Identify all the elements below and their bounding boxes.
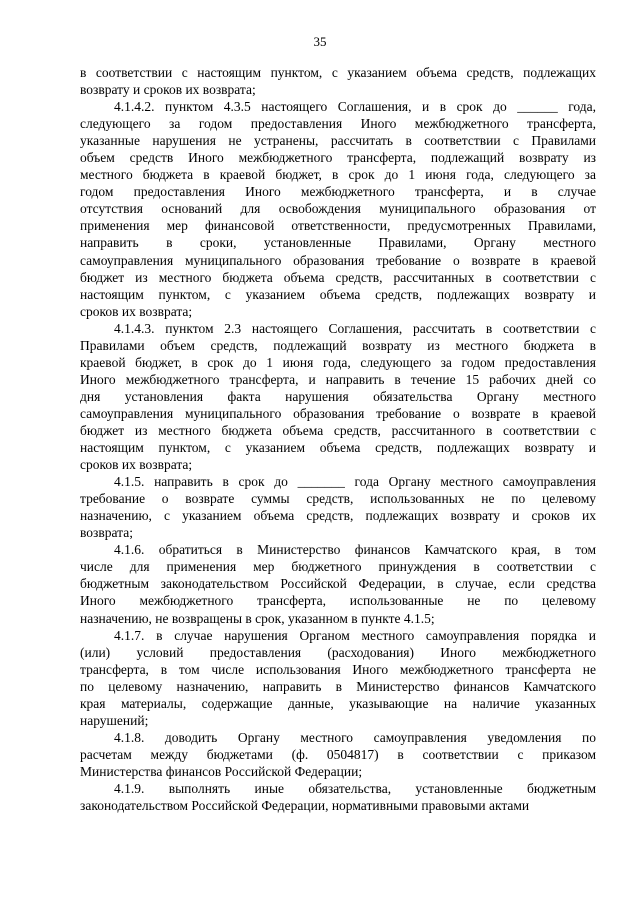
text-line: направить в сроки, установленные Правилами, Органу местного [80,235,596,251]
text-line: сроков их возврата; [80,457,193,473]
paragraph [80,64,596,98]
paragraph [80,729,596,780]
paragraph [80,98,596,320]
text-line: местного бюджета в краевой бюджет, в срок до 1 июня года, следующего за [80,167,596,183]
text-line: годом предоставления Иного межбюджетного трансферта, и в случае [80,184,596,200]
text-line: дня установления факта нарушения обязательства Органу местного [80,388,596,404]
text-line: 4.1.5. направить в срок до _______ года Органу местного самоуправления [114,474,596,490]
paragraph [80,320,596,473]
text-line: 4.1.7. в случае нарушения Органом местного самоуправления порядка и [114,627,596,643]
text-line: требование о возврате суммы средств, использованных не по целевому [80,491,596,507]
text-line: Иного межбюджетного трансферта, использованные не по целевому [80,593,596,609]
text-line: нарушений; [80,712,149,728]
text-line: бюджетным законодательством Российской Федерации, в случае, если средства [80,576,596,592]
document-body [80,64,596,814]
text-line: назначению, с указанием объема средств, подлежащих возврату и сроков их [80,508,596,524]
text-line: расчетам между бюджетами (ф. 0504817) в соответствии с приказом [80,746,596,762]
text-line: бюджет из местного бюджета объема средств, рассчитанного в соответствии с [80,422,596,438]
paragraph [80,473,596,541]
text-line: 4.1.4.2. пунктом 4.3.5 настоящего Соглашения, и в срок до ______ года, [114,99,596,115]
text-line: края материалы, содержащие данные, указывающие на наличие указанных [80,695,596,711]
text-line: 4.1.4.3. пунктом 2.3 настоящего Соглашения, рассчитать в соответствии с [114,320,596,336]
paragraph [80,541,596,626]
text-line: следующего за годом предоставления Иного межбюджетного трансферта, [80,116,596,132]
text-line: 4.1.6. обратиться в Министерство финансов Камчатского края, в том [114,542,596,558]
text-line: отсутствия оснований для освобождения муниципального образования от [80,201,596,217]
text-line: в соответствии с настоящим пунктом, с указанием объема средств, подлежащих [80,65,596,80]
text-line: 4.1.9. выполнять иные обязательства, установленные бюджетным [114,780,596,796]
text-line: объем средств Иного межбюджетного трансферта, подлежащий возврату из [80,150,596,166]
text-line: возврату и сроков их возврата; [80,82,256,98]
text-line: краевой бюджет, в срок до 1 июня года, следующего за годом предоставления [80,354,596,370]
text-line: возврата; [80,525,133,541]
text-line: Министерства финансов Российской Федерации; [80,763,363,779]
text-line: (или) условий предоставления (расходования) Иного межбюджетного [80,644,596,660]
text-line: настоящим пунктом, с указанием объема средств, подлежащих возврату и [80,440,596,456]
text-line: числе для применения мер бюджетного принуждения в соответствии с [80,559,596,575]
text-line: Правилами объем средств, подлежащий возврату из местного бюджета в [80,337,596,353]
paragraph [80,627,596,729]
text-line: самоуправления муниципального образования требование о возврате в краевой [80,252,596,268]
page-number: 35 [313,34,327,49]
text-line: 4.1.8. доводить Органу местного самоуправления уведомления по [114,729,596,745]
text-line: сроков их возврата; [80,303,193,319]
text-line: назначению, не возвращены в срок, указанном в пункте 4.1.5; [80,610,435,626]
text-line: указанные нарушения не устранены, рассчитать в соответствии с Правилами [80,133,596,149]
text-line: бюджет из местного бюджета объема средств, рассчитанных в соответствии с [80,269,596,285]
text-line: трансферта, в том числе использования Иного межбюджетного трансферта не [80,661,596,677]
text-line: Иного межбюджетного трансферта, и направить в течение 15 рабочих дней со [80,371,596,387]
paragraph [80,780,596,814]
text-line: применения мер финансовой ответственности, предусмотренных Правилами, [80,218,596,234]
text-line: самоуправления муниципального образования требование о возврате в краевой [80,405,596,421]
text-line: по целевому назначению, направить в Министерство финансов Камчатского [80,678,596,694]
text-line: настоящим пунктом, с указанием объема средств, подлежащих возврату и [80,286,596,302]
text-line: законодательством Российской Федерации, нормативными правовыми актами [80,798,530,814]
